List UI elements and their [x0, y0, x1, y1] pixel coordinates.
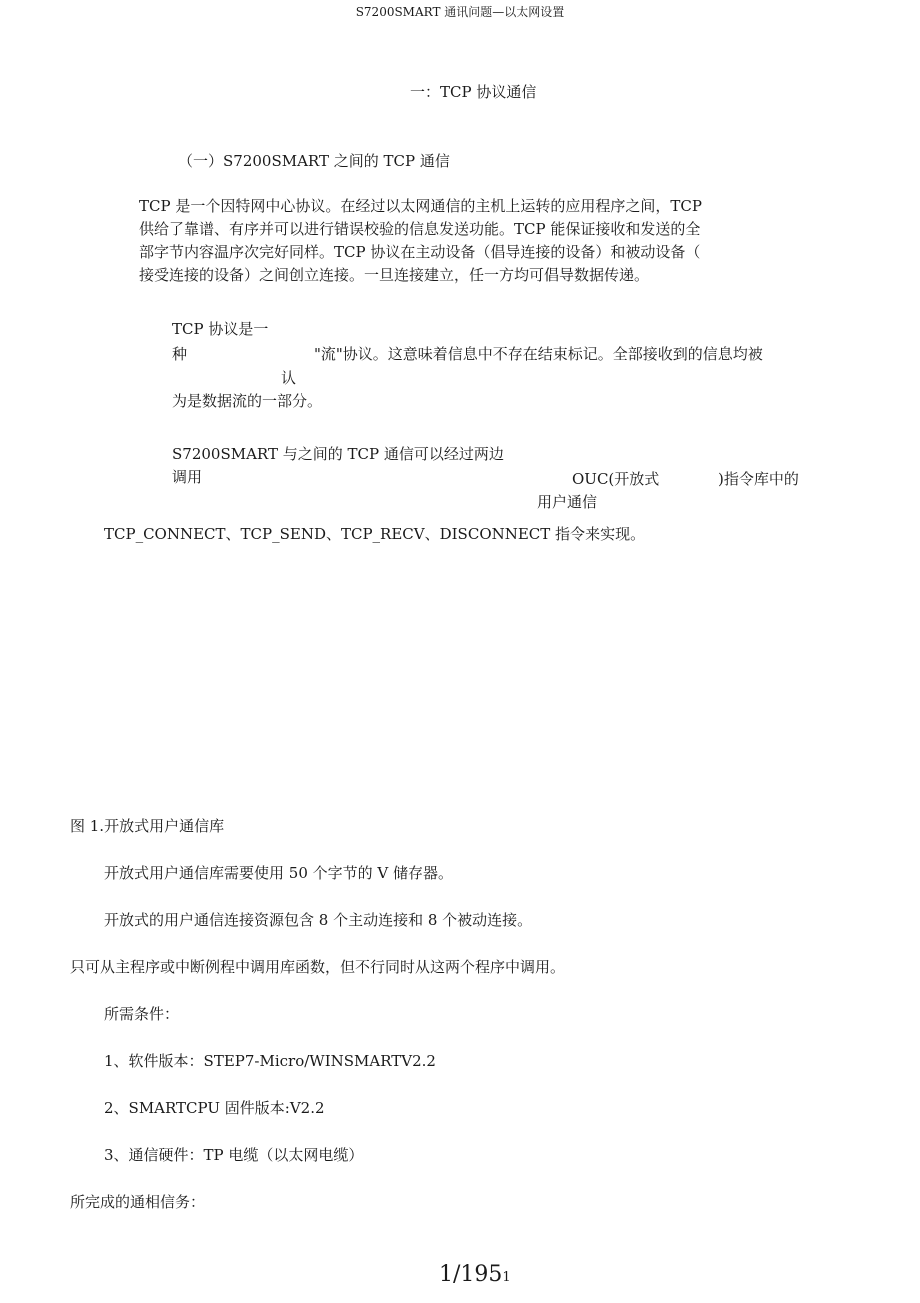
paragraph-line: TCP 是一个因特网中心协议。在经过以太网通信的主机上运转的应用程序之间，TCP: [139, 197, 702, 215]
text-fragment: OUC(开放式: [572, 470, 660, 488]
figure-caption: 图 1.开放式用户通信库: [70, 817, 225, 835]
text-fragment: TCP 协议是一: [172, 320, 269, 338]
section-heading: 一：TCP 协议通信: [410, 83, 537, 101]
text-fragment: 调用: [172, 468, 203, 486]
body-line: 3、通信硬件：TP 电缆（以太网电缆）: [104, 1146, 364, 1164]
text-fragment: )指令库中的: [718, 470, 799, 488]
page-number: [439, 1262, 511, 1291]
body-line: 所需条件：: [104, 1005, 180, 1023]
body-line: 1、软件版本：STEP7-Micro/WINSMARTV2.2: [104, 1052, 436, 1070]
body-line: 所完成的通相信务：: [70, 1193, 206, 1211]
paragraph-line: 接受连接的设备）之间创立连接。一旦连接建立，任一方均可倡导数据传递。: [139, 266, 650, 284]
text-fragment: 种: [172, 345, 188, 363]
page-number-main: 1/195: [439, 1262, 503, 1287]
text-fragment: 为是数据流的一部分。: [172, 392, 323, 410]
body-line: 开放式的用户通信连接资源包含 8 个主动连接和 8 个被动连接。: [104, 911, 533, 929]
body-line: 只可从主程序或中断例程中调用库函数，但不行同时从这两个程序中调用。: [70, 958, 566, 976]
text-fragment: "流"协议。这意味着信息中不存在结束标记。全部接收到的信息均被: [314, 345, 763, 363]
paragraph-line: 供给了靠谱、有序并可以进行错误校验的信息发送功能。TCP 能保证接收和发送的全: [139, 220, 701, 238]
text-fragment: 认: [281, 369, 297, 387]
page-number-suffix: 1: [502, 1270, 511, 1285]
text-fragment: TCP_CONNECT、TCP_SEND、TCP_RECV、DISCONNECT 指令来实现。: [104, 525, 646, 543]
text-fragment: S7200SMART 与之间的 TCP 通信可以经过两边: [172, 445, 504, 463]
paragraph-line: 部字节内容温序次完好同样。TCP 协议在主动设备（倡导连接的设备）和被动设备（: [139, 243, 701, 261]
body-line: 2、SMARTCPU 固件版本:V2.2: [104, 1099, 325, 1117]
text-fragment: 用户通信: [537, 493, 598, 511]
running-header: S7200SMART 通讯问题—以太网设置: [355, 5, 565, 19]
subsection-heading: （一）S7200SMART 之间的 TCP 通信: [178, 152, 450, 170]
body-line: 开放式用户通信库需要使用 50 个字节的 V 储存器。: [104, 864, 453, 882]
